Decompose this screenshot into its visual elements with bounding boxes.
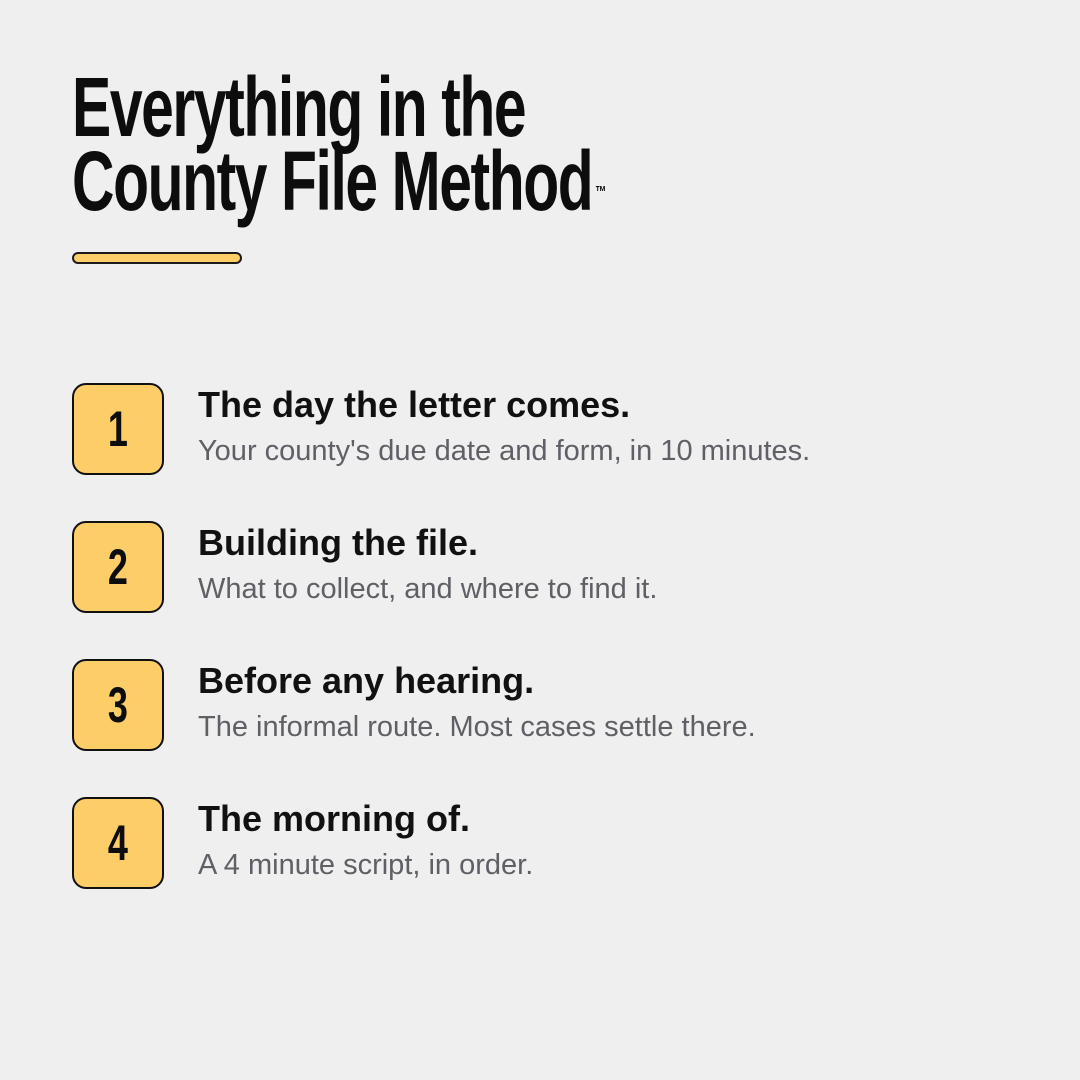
step-item-1 — [72, 383, 1032, 521]
step-number: 4 — [107, 815, 129, 871]
step-title: Before any hearing. — [198, 660, 535, 701]
step-description: Your county's due date and form, in 10 minutes. — [198, 435, 811, 467]
step-number-badge — [72, 659, 164, 751]
step-number: 1 — [107, 401, 129, 457]
step-item-2 — [72, 521, 1032, 659]
step-text — [198, 383, 810, 469]
step-title: The day the letter comes. — [198, 384, 631, 425]
step-text — [198, 797, 533, 883]
page-title-line-1: Everything in the — [72, 60, 526, 154]
steps-list — [72, 383, 1032, 935]
step-number: 2 — [107, 539, 129, 595]
step-number-badge — [72, 383, 164, 475]
step-item-4 — [72, 797, 1032, 935]
page-title-line-2 — [72, 134, 607, 228]
title-underline-divider — [72, 252, 242, 264]
step-title: Building the file. — [198, 522, 478, 563]
step-number-badge — [72, 521, 164, 613]
step-title: The morning of. — [198, 798, 470, 839]
page-title — [72, 60, 607, 228]
trademark-symbol: ™ — [595, 184, 607, 201]
step-description: A 4 minute script, in order. — [198, 849, 534, 881]
step-description: What to collect, and where to find it. — [198, 573, 658, 605]
page-title-line-2-text: County File Method — [72, 134, 593, 228]
step-number: 3 — [107, 677, 129, 733]
step-text — [198, 659, 756, 745]
step-text — [198, 521, 657, 607]
step-description: The informal route. Most cases settle there. — [198, 711, 756, 743]
step-number-badge — [72, 797, 164, 889]
step-item-3 — [72, 659, 1032, 797]
